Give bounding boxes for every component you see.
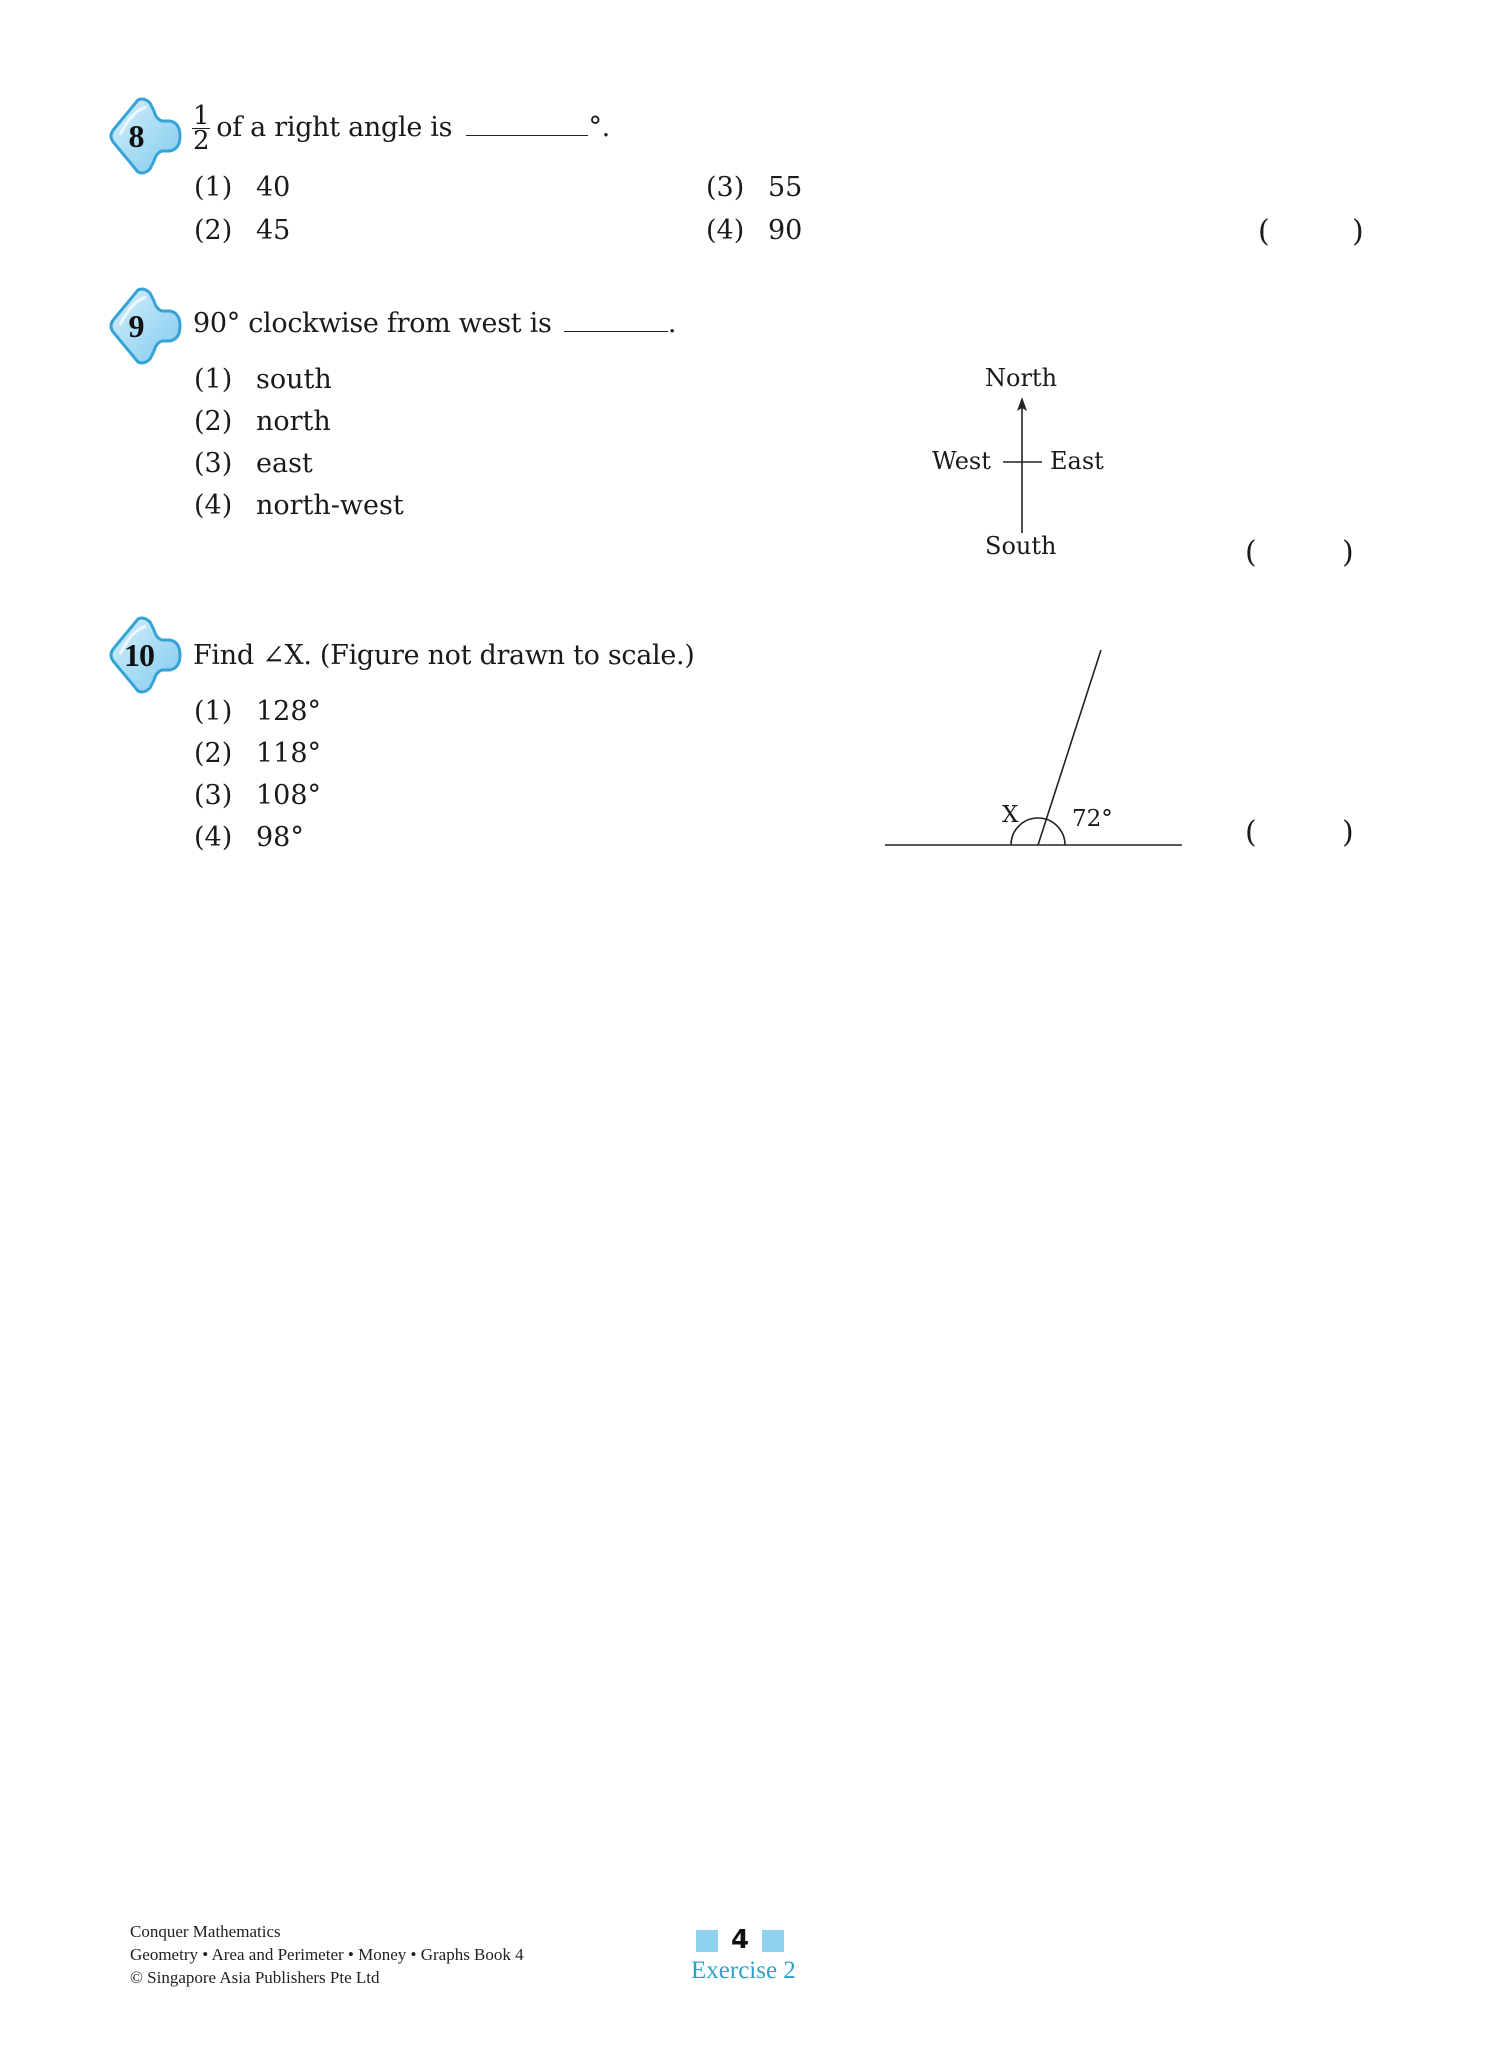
stem-text: Find ∠X. (Figure not drawn to scale.) (193, 640, 695, 671)
option-1[interactable] (194, 172, 290, 204)
footer-book-title: Geometry • Area and Perimeter • Money • Graphs Book 4 (130, 1945, 524, 1964)
option-label: (1) (194, 172, 233, 203)
option-label: (1) (194, 696, 233, 727)
page-square-left-icon (696, 1930, 718, 1952)
stem-suffix: . (667, 308, 677, 339)
label-72-degrees: 72° (1072, 806, 1113, 832)
option-value: north (256, 406, 331, 437)
option-4[interactable] (194, 822, 304, 854)
fraction (192, 101, 210, 156)
option-label: (4) (706, 215, 745, 246)
question-stem (193, 640, 695, 672)
answer-blank (466, 134, 588, 136)
bracket-open: ( (1245, 815, 1257, 850)
bracket-close: ) (1342, 535, 1354, 570)
option-4[interactable] (706, 215, 802, 247)
bracket-open: ( (1245, 535, 1257, 570)
page-square-right-icon (762, 1930, 784, 1952)
option-3[interactable] (194, 780, 321, 812)
option-2[interactable] (194, 738, 321, 770)
option-value: 45 (256, 215, 291, 246)
option-4[interactable] (194, 490, 404, 522)
stem-text: of a right angle is (216, 112, 453, 143)
question-number-badge (108, 97, 180, 175)
question-number: 8 (128, 117, 144, 154)
angle-diagram-icon (880, 640, 1190, 855)
option-2[interactable] (194, 215, 290, 247)
option-label: (2) (194, 406, 233, 437)
stem-text: 90° clockwise from west is (193, 308, 552, 339)
option-2[interactable] (194, 406, 331, 438)
label-north: North (985, 364, 1058, 392)
bracket-open: ( (1258, 214, 1270, 249)
option-label: (1) (194, 364, 233, 395)
option-1[interactable] (194, 364, 332, 396)
question-number-badge (108, 287, 180, 365)
bracket-close: ) (1352, 214, 1364, 249)
option-1[interactable] (194, 696, 321, 728)
option-label: (3) (194, 448, 233, 479)
option-label: (3) (194, 780, 233, 811)
option-3[interactable] (706, 172, 802, 204)
option-value: 90 (768, 215, 803, 246)
question-stem (192, 101, 610, 156)
option-3[interactable] (194, 448, 313, 480)
option-value: north-west (256, 490, 404, 521)
option-label: (3) (706, 172, 745, 203)
footer-copyright: © Singapore Asia Publishers Pte Ltd (130, 1968, 380, 1987)
footer-series-title: Conquer Mathematics (130, 1922, 281, 1941)
option-value: south (256, 364, 332, 395)
option-label: (4) (194, 490, 233, 521)
option-label: (2) (194, 738, 233, 769)
fraction-denominator: 2 (193, 126, 210, 156)
exercise-label: Exercise 2 (691, 1957, 796, 1984)
option-label: (4) (194, 822, 233, 853)
option-value: 128° (256, 696, 322, 727)
question-number-badge (108, 616, 180, 694)
option-value: 108° (256, 780, 322, 811)
option-value: east (256, 448, 313, 479)
question-number: 10 (124, 636, 154, 673)
label-x: X (1002, 802, 1019, 828)
option-value: 55 (768, 172, 803, 203)
question-number: 9 (128, 307, 144, 344)
answer-blank (564, 330, 668, 332)
fraction-numerator: 1 (193, 101, 210, 131)
compass-arrow-icon (990, 395, 1054, 535)
option-value: 40 (256, 172, 291, 203)
option-label: (2) (194, 215, 233, 246)
label-south: South (985, 532, 1057, 560)
page-number: 4 (731, 1925, 750, 1955)
label-west: West (932, 447, 991, 475)
option-value: 98° (256, 822, 304, 853)
question-stem (193, 308, 676, 340)
bracket-close: ) (1342, 815, 1354, 850)
label-east: East (1050, 447, 1104, 475)
option-value: 118° (256, 738, 322, 769)
stem-suffix: °. (588, 112, 610, 143)
